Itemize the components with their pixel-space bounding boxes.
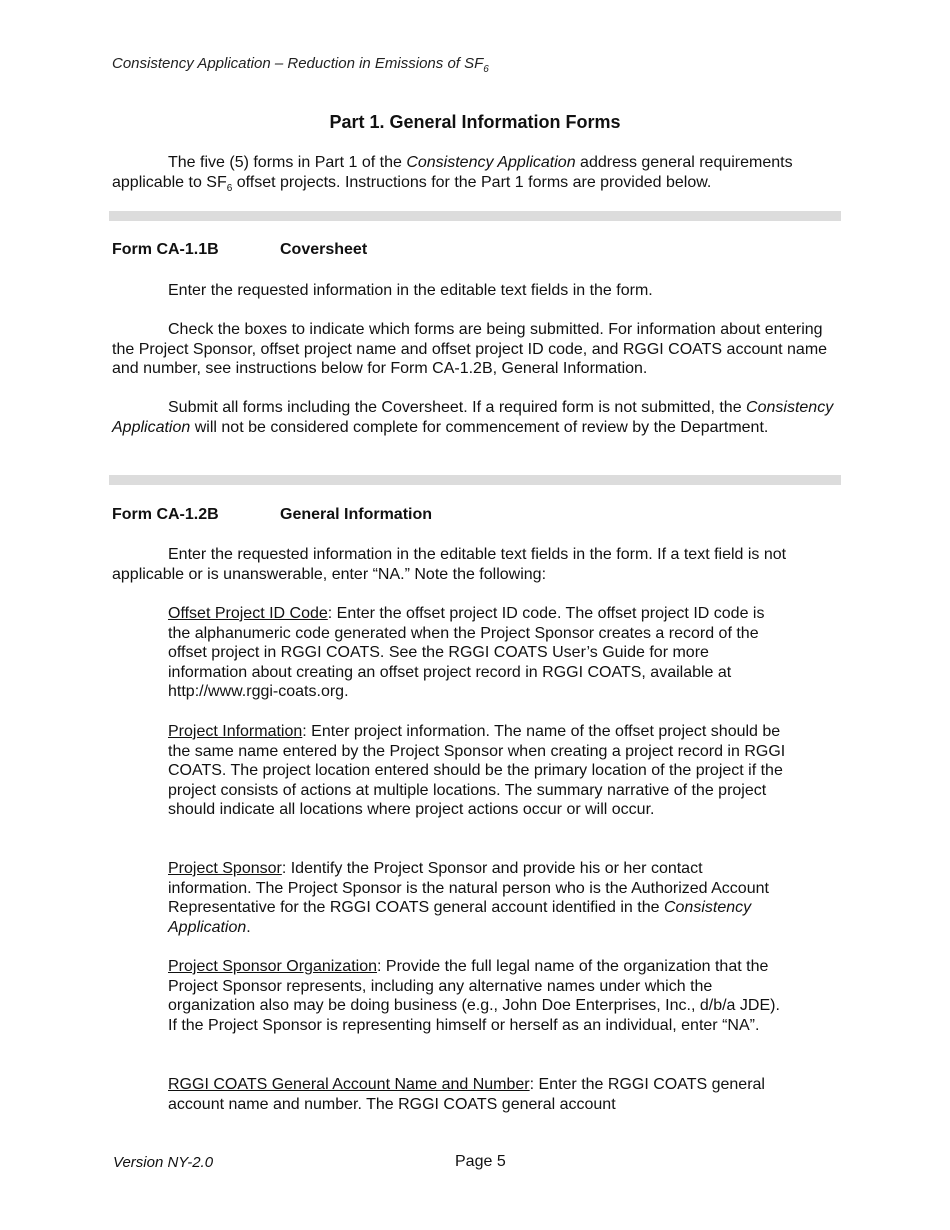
form-name: General Information [280,506,433,523]
list-item: Project Sponsor Organization: Provide the full legal name of the organization that the Project Sponsor represents, including any alternative names under which the organization also may be doing business (e.g., John Doe Enterprises, Inc., d/b/a JDE). If the Project Sponsor is representing himself or herself as an individual, enter “NA”. [168,958,780,1034]
form-heading-general-information [112,506,432,524]
page-number: Page 5 [455,1153,506,1170]
footer-version: Version NY-2.0 [113,1154,214,1171]
list-item: Offset Project ID Code: Enter the offset project ID code. The offset project ID code is the alphanumeric code generated when the Project Sponsor creates a record of the offset project in RGGI COATS. See the RGGI COATS User’s Guide for more information about creating an offset project record in RGGI COATS, available at http://www.rggi-coats.org. [168,605,765,701]
form-id: Form CA-1.1B [112,241,219,258]
coversheet-paragraph-2: Check the boxes to indicate which forms are being submitted. For information about entering the Project Sponsor, offset project name and offset project ID code, and RGGI COATS account name and number, see instructions below for Form CA-1.2B, General Information. [112,321,828,378]
general-info-paragraph: Enter the requested information in the editable text fields in the form. If a text field is not applicable or is unanswerable, enter “NA.” Note the following: [112,546,787,583]
page-title: Part 1. General Information Forms [329,112,621,132]
coversheet-paragraph-1: Enter the requested information in the editable text fields in the form. [168,282,653,299]
list-item: Project Sponsor: Identify the Project Sponsor and provide his or her contact information. The Project Sponsor is the natural person who is the Authorized Account Representative for the RGGI COATS general account identified in the Consistency Application. [168,860,769,936]
section-divider [109,211,841,221]
section-divider [109,475,841,485]
form-heading-coversheet [112,241,367,259]
intro-paragraph: The five (5) forms in Part 1 of the Consistency Application address general requirements applicable to $SF_6$ offset projects. Instructions for the Part 1 forms are provided below. [112,154,793,194]
list-item: Project Information: Enter project information. The name of the offset project should be the same name entered by the Project Sponsor when creating a project record in RGGI COATS. The project location entered should be the primary location of the project if the project consists of actions at multiple locations. The summary narrative of the project should indicate all locations where project actions occur or will occur. [168,723,786,819]
coversheet-paragraph-3: Submit all forms including the Coversheet. If a required form is not submitted, the Consistency Application will not be considered complete for commencement of review by the Department. [112,399,834,436]
form-id: Form CA-1.2B [112,506,219,523]
running-header: Consistency Application – Reduction in Emissions of $SF_6$ [112,55,489,75]
form-name: Coversheet [280,241,368,258]
list-item: RGGI COATS General Account Name and Number: Enter the RGGI COATS general account name and number. The RGGI COATS general account [168,1076,765,1113]
